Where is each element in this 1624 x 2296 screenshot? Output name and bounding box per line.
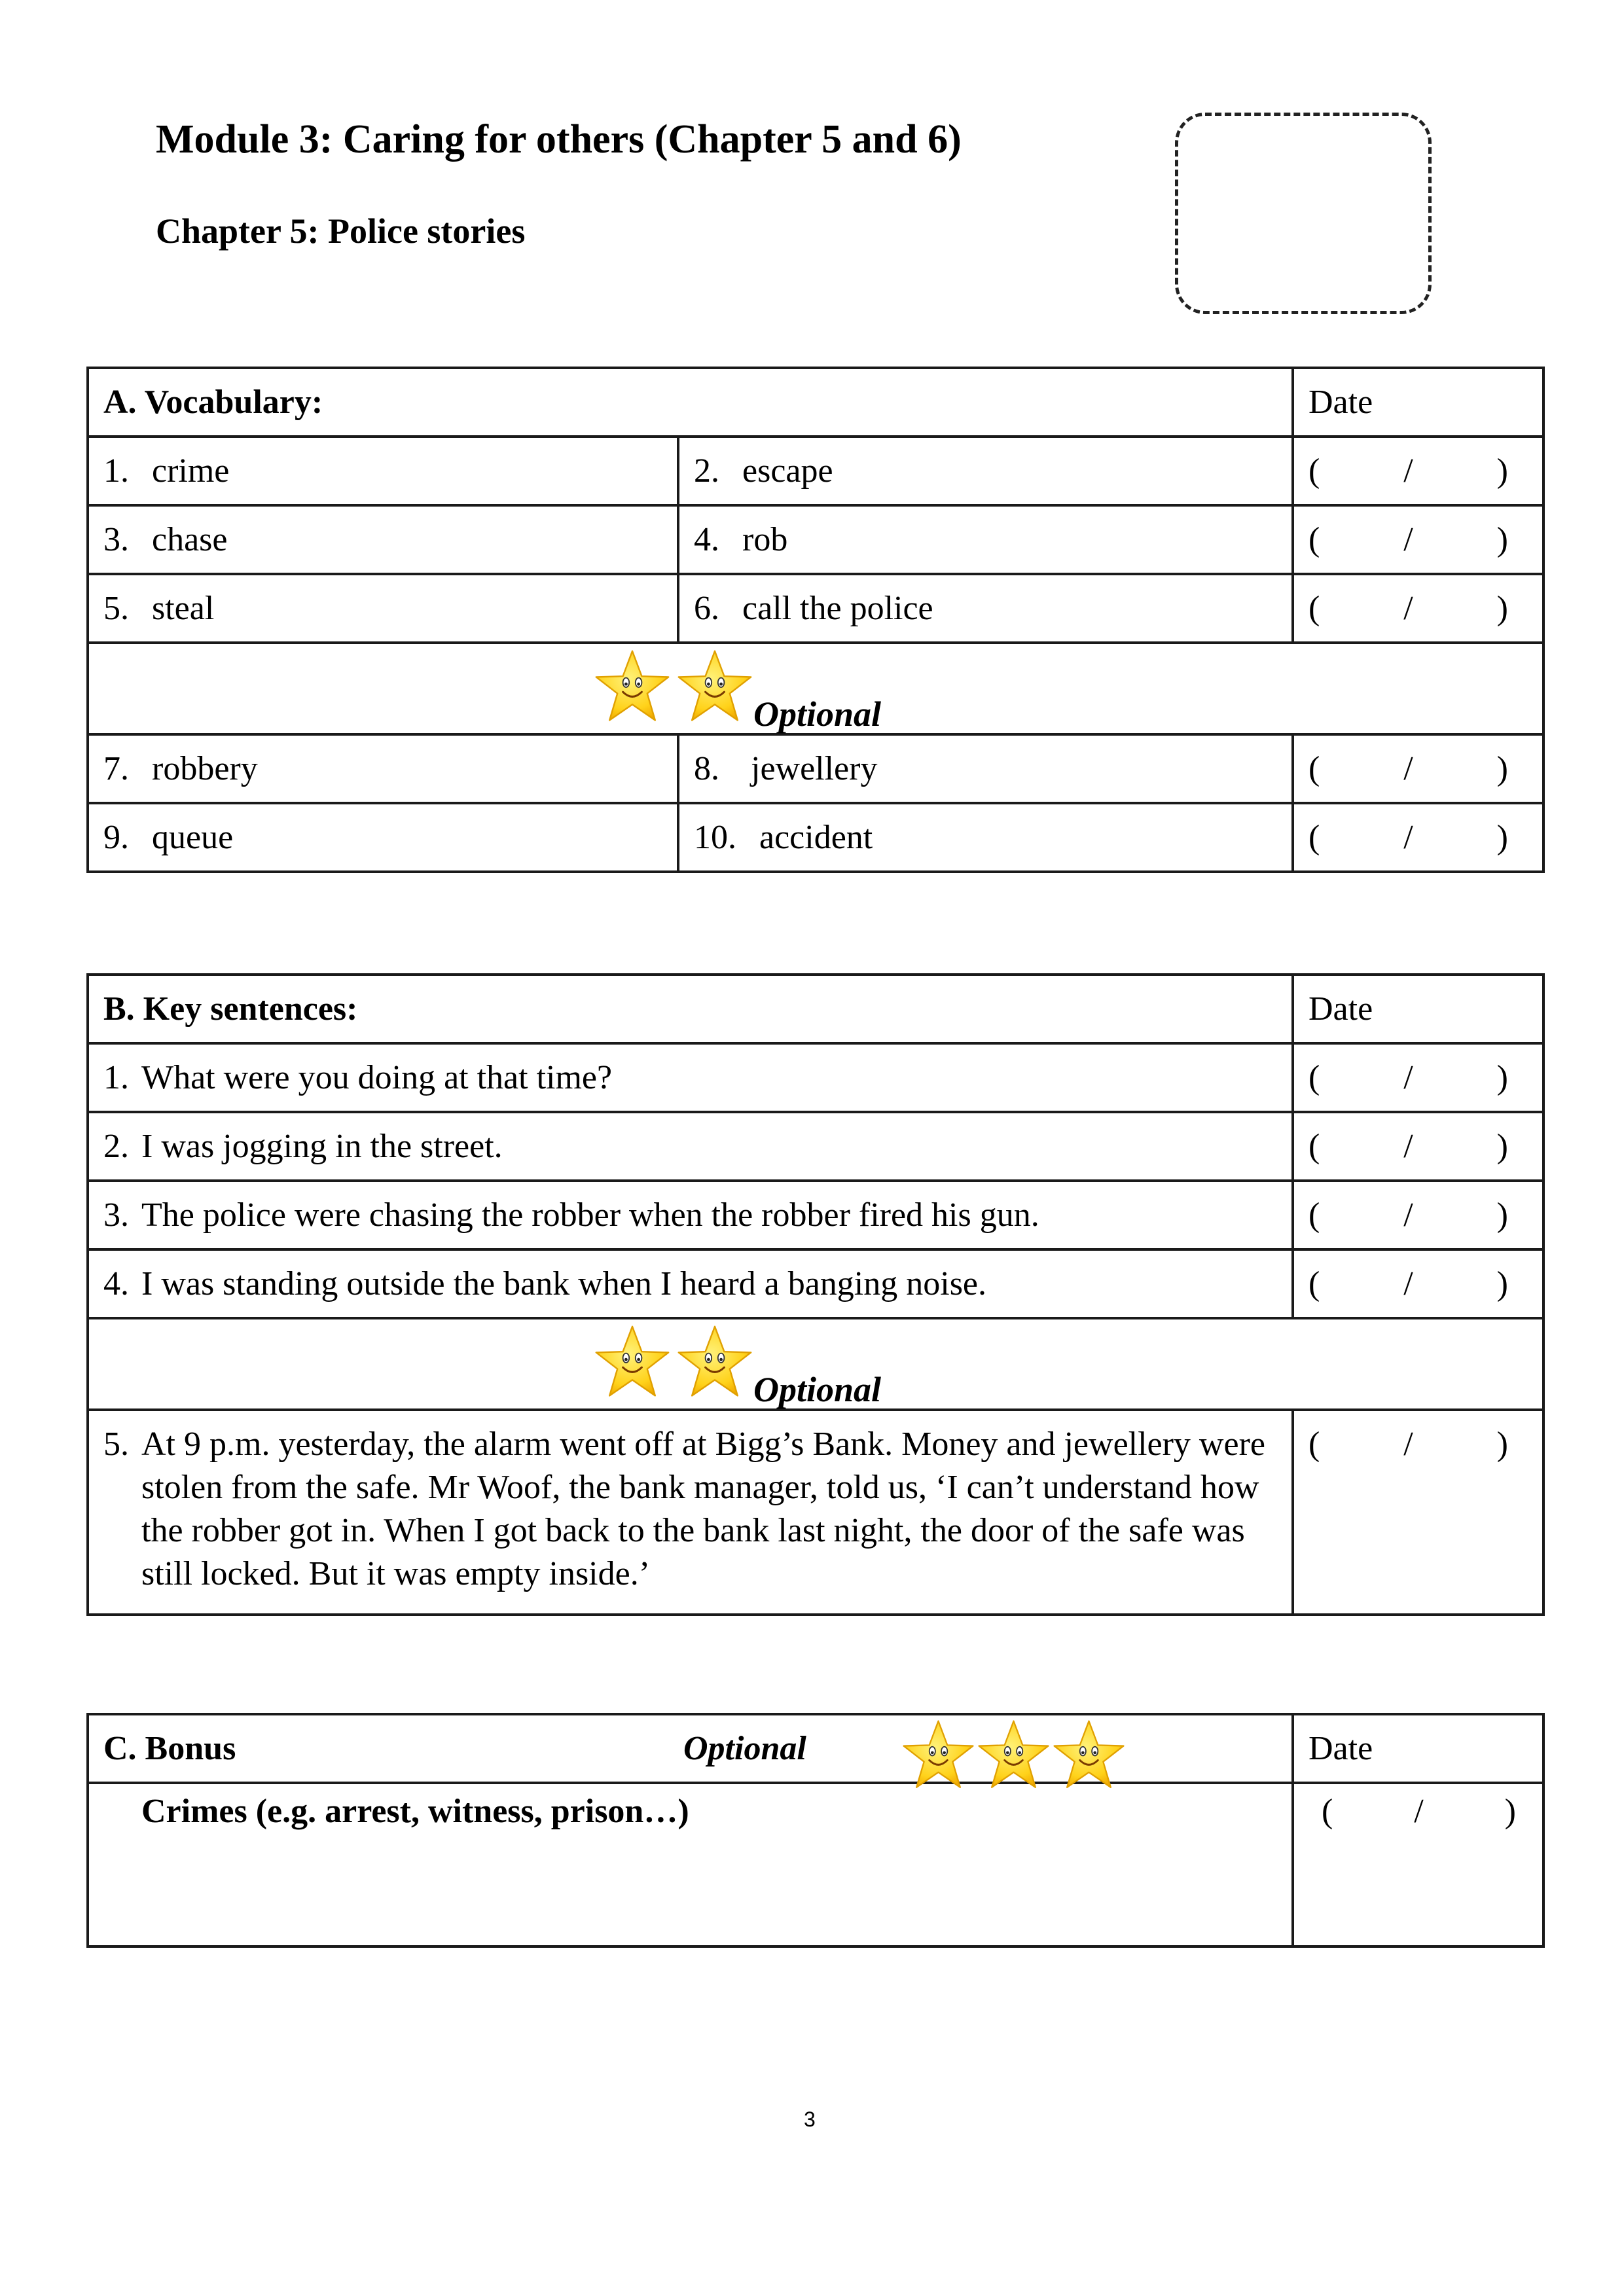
- date-close: ): [1496, 1128, 1508, 1165]
- date-slash: /: [1403, 1196, 1413, 1234]
- date-open: (: [1308, 590, 1320, 627]
- smiling-star-icon: [593, 648, 672, 726]
- date-field[interactable]: [1293, 734, 1543, 803]
- date-close: ): [1496, 590, 1508, 627]
- date-field[interactable]: [1293, 574, 1543, 643]
- optional-label: Optional: [753, 1370, 882, 1409]
- vocab-word: accident: [759, 819, 873, 856]
- item-number: 8.: [694, 750, 719, 787]
- bonus-heading: C. Bonus: [103, 1730, 236, 1767]
- optional-divider-row: [88, 1318, 1543, 1410]
- vocab-word: rob: [742, 521, 788, 558]
- smiling-star-icon: [1051, 1718, 1127, 1793]
- date-close: ): [1496, 452, 1508, 490]
- vocab-word: crime: [152, 452, 230, 490]
- date-close: ): [1496, 1196, 1508, 1234]
- table-row: [88, 437, 1543, 505]
- key-sentences-heading: B. Key sentences:: [88, 975, 1293, 1043]
- sentence-text: I was standing outside the bank when I heard a banging noise.: [141, 1265, 987, 1302]
- table-row: [88, 1112, 1543, 1181]
- date-field[interactable]: [1293, 1783, 1543, 1946]
- date-open: (: [1308, 1196, 1320, 1234]
- date-slash: /: [1403, 590, 1413, 627]
- vocab-word: jewellery: [742, 750, 878, 787]
- optional-label: Optional: [753, 694, 882, 734]
- smiling-star-icon: [676, 648, 754, 726]
- date-field[interactable]: [1293, 803, 1543, 872]
- vocab-word: chase: [152, 521, 228, 558]
- optional-divider: [88, 1318, 1543, 1410]
- vocab-item: [88, 734, 678, 803]
- smiling-star-icon: [593, 1323, 672, 1402]
- item-number: 3.: [103, 521, 129, 558]
- item-number: 5.: [103, 1426, 129, 1463]
- table-row: [88, 803, 1543, 872]
- chapter-title: Chapter 5: Police stories: [156, 211, 526, 251]
- vocab-word: escape: [742, 452, 833, 490]
- item-number: 6.: [694, 590, 719, 627]
- item-number: 7.: [103, 750, 129, 787]
- vocab-word: robbery: [152, 750, 258, 787]
- date-field[interactable]: [1293, 505, 1543, 574]
- date-header: Date: [1293, 1714, 1543, 1783]
- item-number: 5.: [103, 590, 129, 627]
- sentence-item: [88, 1181, 1293, 1249]
- date-open: (: [1308, 521, 1320, 558]
- optional-label: Optional: [683, 1730, 806, 1767]
- table-header-row: [88, 975, 1543, 1043]
- date-open: (: [1308, 1059, 1320, 1096]
- vocabulary-table: [86, 367, 1545, 873]
- date-close: ): [1496, 1426, 1508, 1463]
- date-slash: /: [1403, 1426, 1413, 1463]
- vocab-item: [678, 803, 1293, 872]
- date-slash: /: [1403, 452, 1413, 490]
- date-field[interactable]: [1293, 1043, 1543, 1112]
- date-header: Date: [1293, 975, 1543, 1043]
- optional-divider-row: [88, 643, 1543, 734]
- page-title: Module 3: Caring for others (Chapter 5 and 6): [156, 117, 962, 162]
- vocabulary-heading: A. Vocabulary:: [88, 368, 1293, 437]
- sticker-box: [1175, 113, 1432, 314]
- item-number: 1.: [103, 452, 129, 490]
- vocab-item: [88, 574, 678, 643]
- table-row: [88, 1410, 1543, 1615]
- date-open: (: [1308, 452, 1320, 490]
- date-close: ): [1496, 750, 1508, 787]
- date-open: (: [1322, 1793, 1333, 1830]
- date-close: ): [1504, 1793, 1516, 1830]
- sentence-text: I was jogging in the street.: [141, 1128, 503, 1165]
- vocab-item: [88, 505, 678, 574]
- bonus-header: [88, 1714, 1293, 1783]
- page-number: 3: [804, 2108, 816, 2131]
- date-field[interactable]: [1293, 1249, 1543, 1318]
- item-number: 2.: [694, 452, 719, 490]
- table-row: [88, 734, 1543, 803]
- item-number: 4.: [103, 1265, 129, 1302]
- date-field[interactable]: [1293, 437, 1543, 505]
- vocab-item: [678, 505, 1293, 574]
- vocab-item: [678, 574, 1293, 643]
- date-open: (: [1308, 1128, 1320, 1165]
- smiling-star-icon: [676, 1323, 754, 1402]
- stars-group: [901, 1718, 1127, 1793]
- bonus-prompt: Crimes (e.g. arrest, witness, prison…): [88, 1783, 1293, 1946]
- date-slash: /: [1414, 1793, 1424, 1830]
- table-row: [88, 1783, 1543, 1946]
- table-header-row: [88, 368, 1543, 437]
- vocab-item: [678, 437, 1293, 505]
- vocab-item: [678, 734, 1293, 803]
- table-row: [88, 1043, 1543, 1112]
- date-slash: /: [1403, 1128, 1413, 1165]
- date-header: Date: [1293, 368, 1543, 437]
- date-field[interactable]: [1293, 1181, 1543, 1249]
- item-number: 1.: [103, 1059, 129, 1096]
- date-slash: /: [1403, 1059, 1413, 1096]
- date-open: (: [1308, 819, 1320, 856]
- vocab-item: [88, 437, 678, 505]
- date-close: ): [1496, 1265, 1508, 1302]
- date-field[interactable]: [1293, 1410, 1543, 1615]
- sentence-item: [88, 1112, 1293, 1181]
- bonus-table: [86, 1713, 1545, 1948]
- stars-group: [593, 648, 754, 726]
- date-open: (: [1308, 1426, 1320, 1463]
- date-slash: /: [1403, 750, 1413, 787]
- vocab-word: queue: [152, 819, 234, 856]
- date-open: (: [1308, 1265, 1320, 1302]
- paragraph-text: At 9 p.m. yesterday, the alarm went off at Bigg’s Bank. Money and jewellery were stolen from the safe. Mr Woof, the bank manager, told us, ‘I can’t understand how the robber got in. When I got back to the bank last night, the door of the safe was still locked. But it was empty inside.’: [141, 1426, 1265, 1592]
- item-number: 10.: [694, 819, 736, 856]
- table-row: [88, 1181, 1543, 1249]
- date-open: (: [1308, 750, 1320, 787]
- smiling-star-icon: [901, 1718, 976, 1793]
- date-close: ): [1496, 819, 1508, 856]
- date-field[interactable]: [1293, 1112, 1543, 1181]
- table-row: [88, 505, 1543, 574]
- date-close: ): [1496, 521, 1508, 558]
- sentence-item: [88, 1043, 1293, 1112]
- sentence-item: [88, 1249, 1293, 1318]
- item-number: 4.: [694, 521, 719, 558]
- vocab-word: steal: [152, 590, 215, 627]
- table-header-row: [88, 1714, 1543, 1783]
- stars-group: [593, 1323, 754, 1402]
- key-sentences-table: [86, 973, 1545, 1616]
- date-slash: /: [1403, 1265, 1413, 1302]
- date-close: ): [1496, 1059, 1508, 1096]
- optional-divider: [88, 643, 1543, 734]
- sentence-text: What were you doing at that time?: [141, 1059, 613, 1096]
- vocab-word: call the police: [742, 590, 933, 627]
- table-row: [88, 1249, 1543, 1318]
- table-row: [88, 574, 1543, 643]
- date-slash: /: [1403, 521, 1413, 558]
- date-slash: /: [1403, 819, 1413, 856]
- smiling-star-icon: [976, 1718, 1051, 1793]
- sentence-text: The police were chasing the robber when the robber fired his gun.: [141, 1196, 1039, 1234]
- vocab-item: [88, 803, 678, 872]
- item-number: 9.: [103, 819, 129, 856]
- item-number: 2.: [103, 1128, 129, 1165]
- paragraph-item: [88, 1410, 1293, 1615]
- item-number: 3.: [103, 1196, 129, 1234]
